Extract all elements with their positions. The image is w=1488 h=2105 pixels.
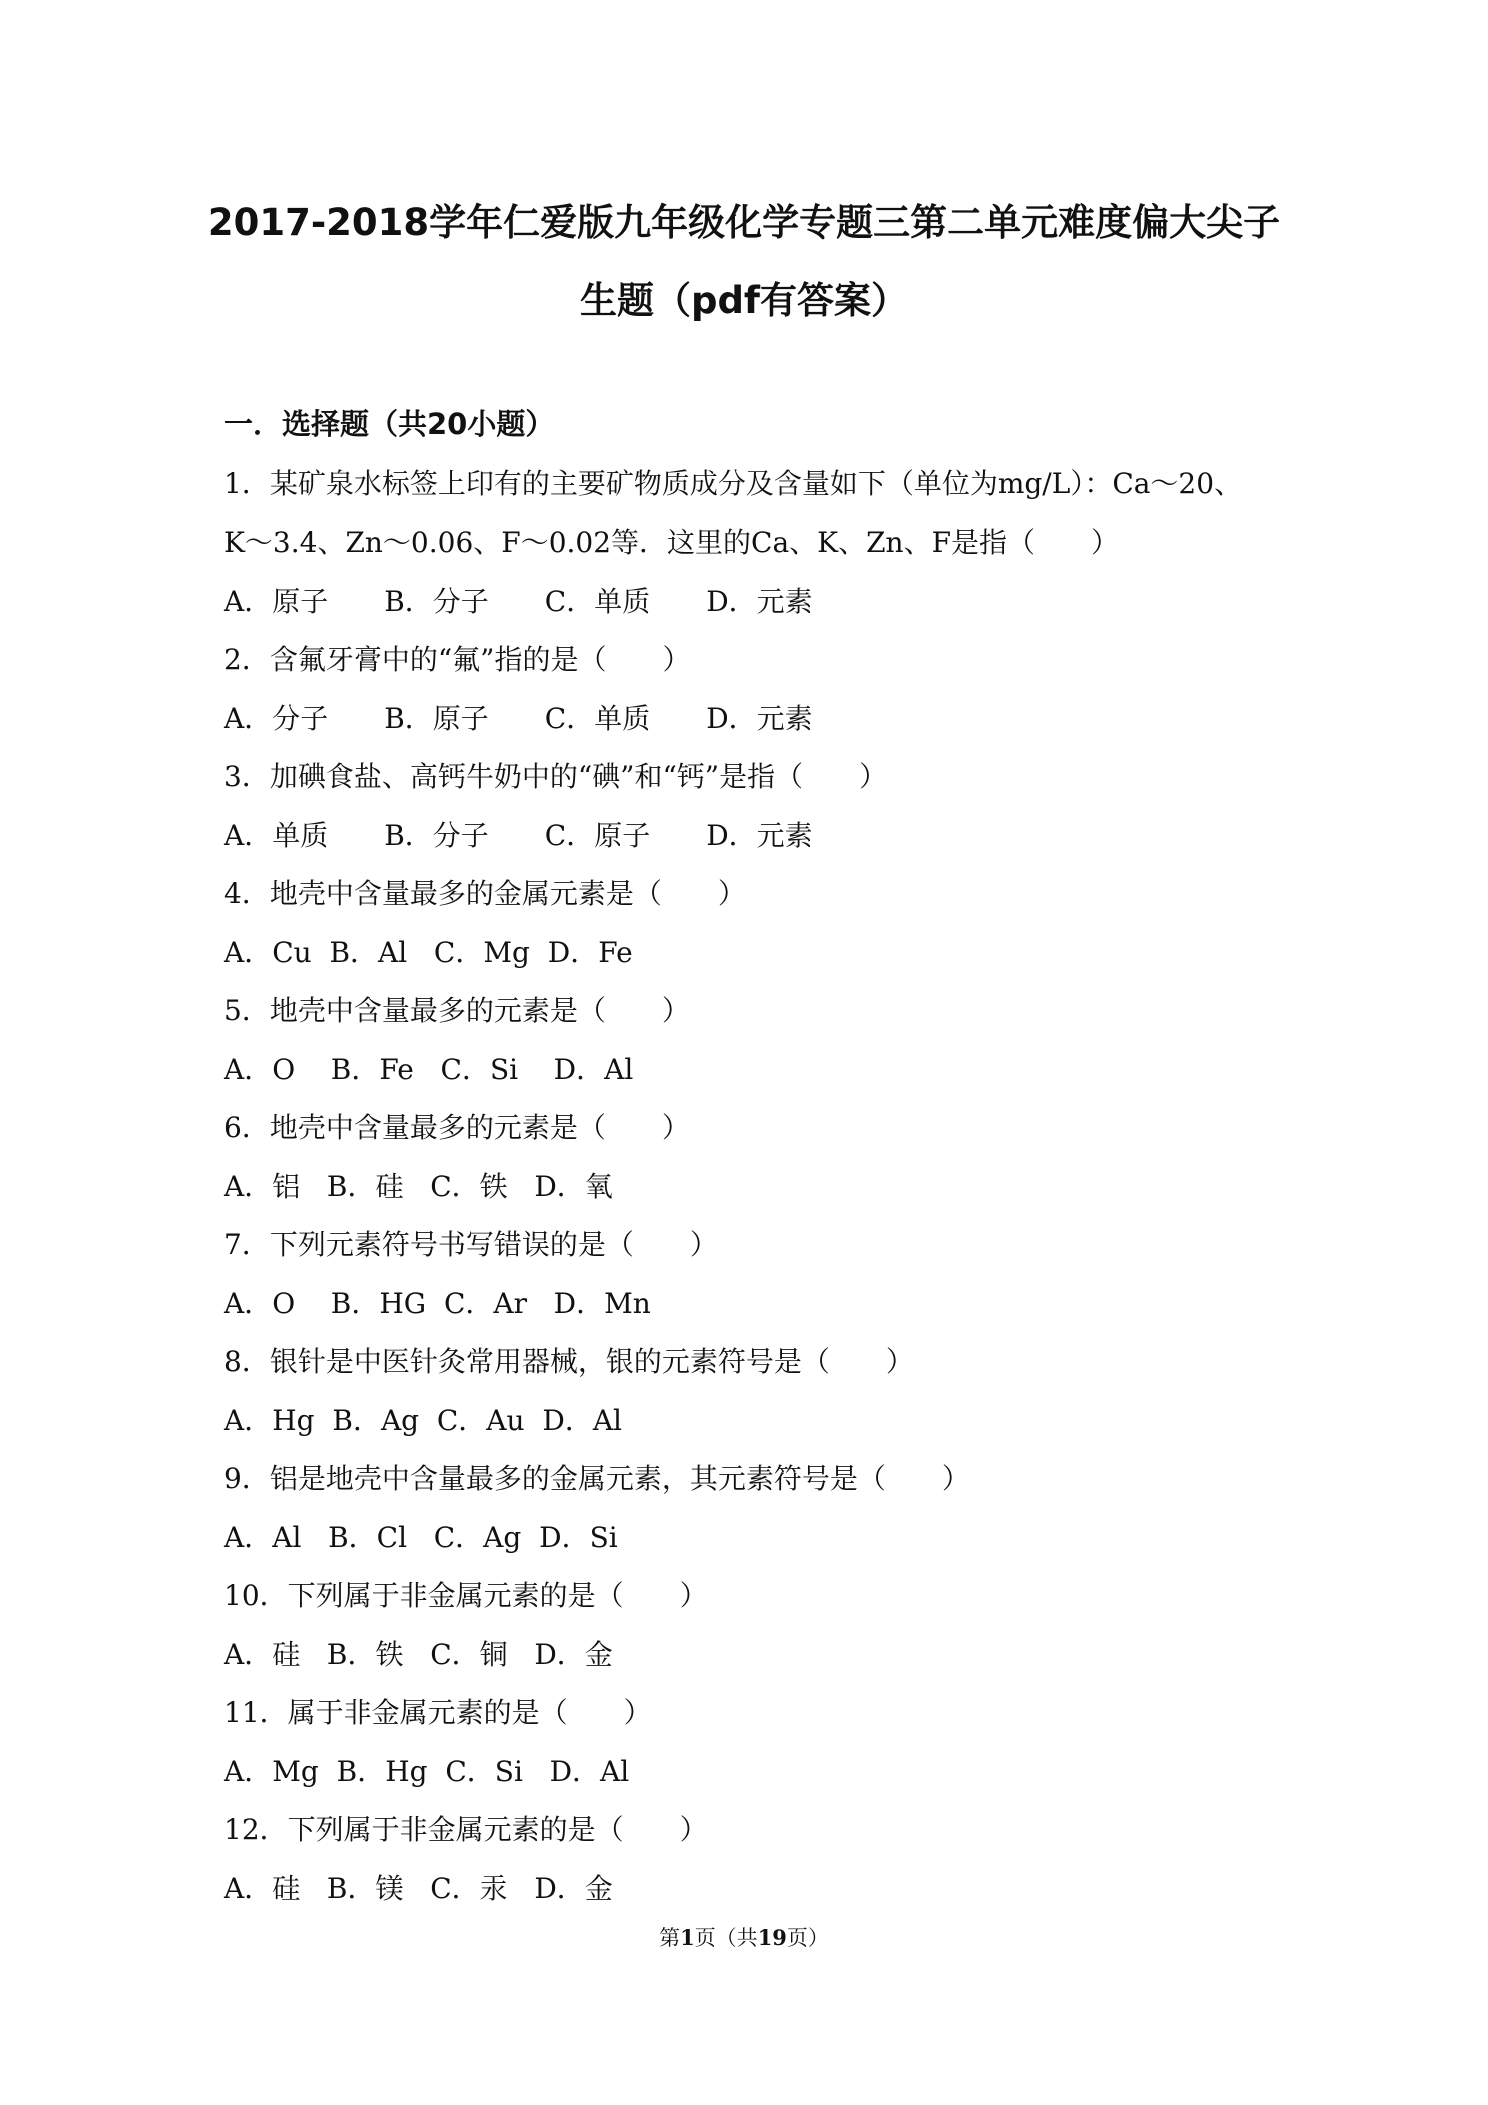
question-6-stem: 6．地壳中含量最多的元素是（ ）: [224, 1111, 690, 1144]
question-7-stem: 7．下列元素符号书写错误的是（ ）: [224, 1228, 718, 1261]
question-11-stem: 11．属于非金属元素的是（ ）: [224, 1696, 652, 1729]
question-4-options: A．Cu B．Al C．Mg D．Fe: [224, 936, 633, 969]
footer-prefix: 第: [659, 1926, 681, 1950]
footer-mid: 页（共: [694, 1926, 758, 1950]
footer-page-number: 1: [680, 1925, 695, 1950]
question-3-options: A．单质 B．分子 C．原子 D．元素: [224, 819, 813, 852]
question-12-stem: 12．下列属于非金属元素的是（ ）: [224, 1813, 708, 1846]
question-8-stem: 8．银针是中医针灸常用器械，银的元素符号是（ ）: [224, 1345, 914, 1378]
question-5-options: A．O B．Fe C．Si D．Al: [224, 1053, 634, 1086]
question-3-stem: 3．加碘食盐、高钙牛奶中的“碘”和“钙”是指（ ）: [224, 760, 888, 793]
question-2-options: A．分子 B．原子 C．单质 D．元素: [224, 702, 813, 735]
question-6-options: A．铝 B．硅 C．铁 D．氧: [224, 1170, 613, 1203]
question-2-stem: 2．含氟牙膏中的“氟”指的是（ ）: [224, 643, 691, 676]
page-footer: [0, 1922, 1488, 1952]
section-heading: 一．选择题（共20小题）: [224, 407, 555, 441]
question-1-stem-line2: K～3.4、Zn～0.06、F～0.02等．这里的Ca、K、Zn、F是指（ ）: [224, 526, 1120, 559]
question-9-stem: 9．铝是地壳中含量最多的金属元素，其元素符号是（ ）: [224, 1462, 970, 1495]
footer-total-pages: 19: [757, 1925, 787, 1950]
question-10-stem: 10．下列属于非金属元素的是（ ）: [224, 1579, 708, 1612]
question-9-options: A．Al B．Cl C．Ag D．Si: [224, 1521, 618, 1554]
question-12-options: A．硅 B．镁 C．汞 D．金: [224, 1872, 613, 1905]
question-1-stem-line1: 1．某矿泉水标签上印有的主要矿物质成分及含量如下（单位为mg/L）：Ca～20、: [224, 467, 1243, 500]
question-8-options: A．Hg B．Ag C．Au D．Al: [224, 1404, 622, 1437]
question-11-options: A．Mg B．Hg C．Si D．Al: [224, 1755, 630, 1788]
document-title-line1: 2017-2018学年仁爱版九年级化学专题三第二单元难度偏大尖子: [207, 201, 1281, 244]
document-title-line2: 生题（pdf有答案）: [579, 279, 909, 322]
question-10-options: A．硅 B．铁 C．铜 D．金: [224, 1638, 613, 1671]
question-5-stem: 5．地壳中含量最多的元素是（ ）: [224, 994, 690, 1027]
footer-suffix: 页）: [786, 1926, 829, 1950]
question-7-options: A．O B．HG C．Ar D．Mn: [224, 1287, 651, 1320]
question-1-options: A．原子 B．分子 C．单质 D．元素: [224, 585, 813, 618]
question-4-stem: 4．地壳中含量最多的金属元素是（ ）: [224, 877, 746, 910]
